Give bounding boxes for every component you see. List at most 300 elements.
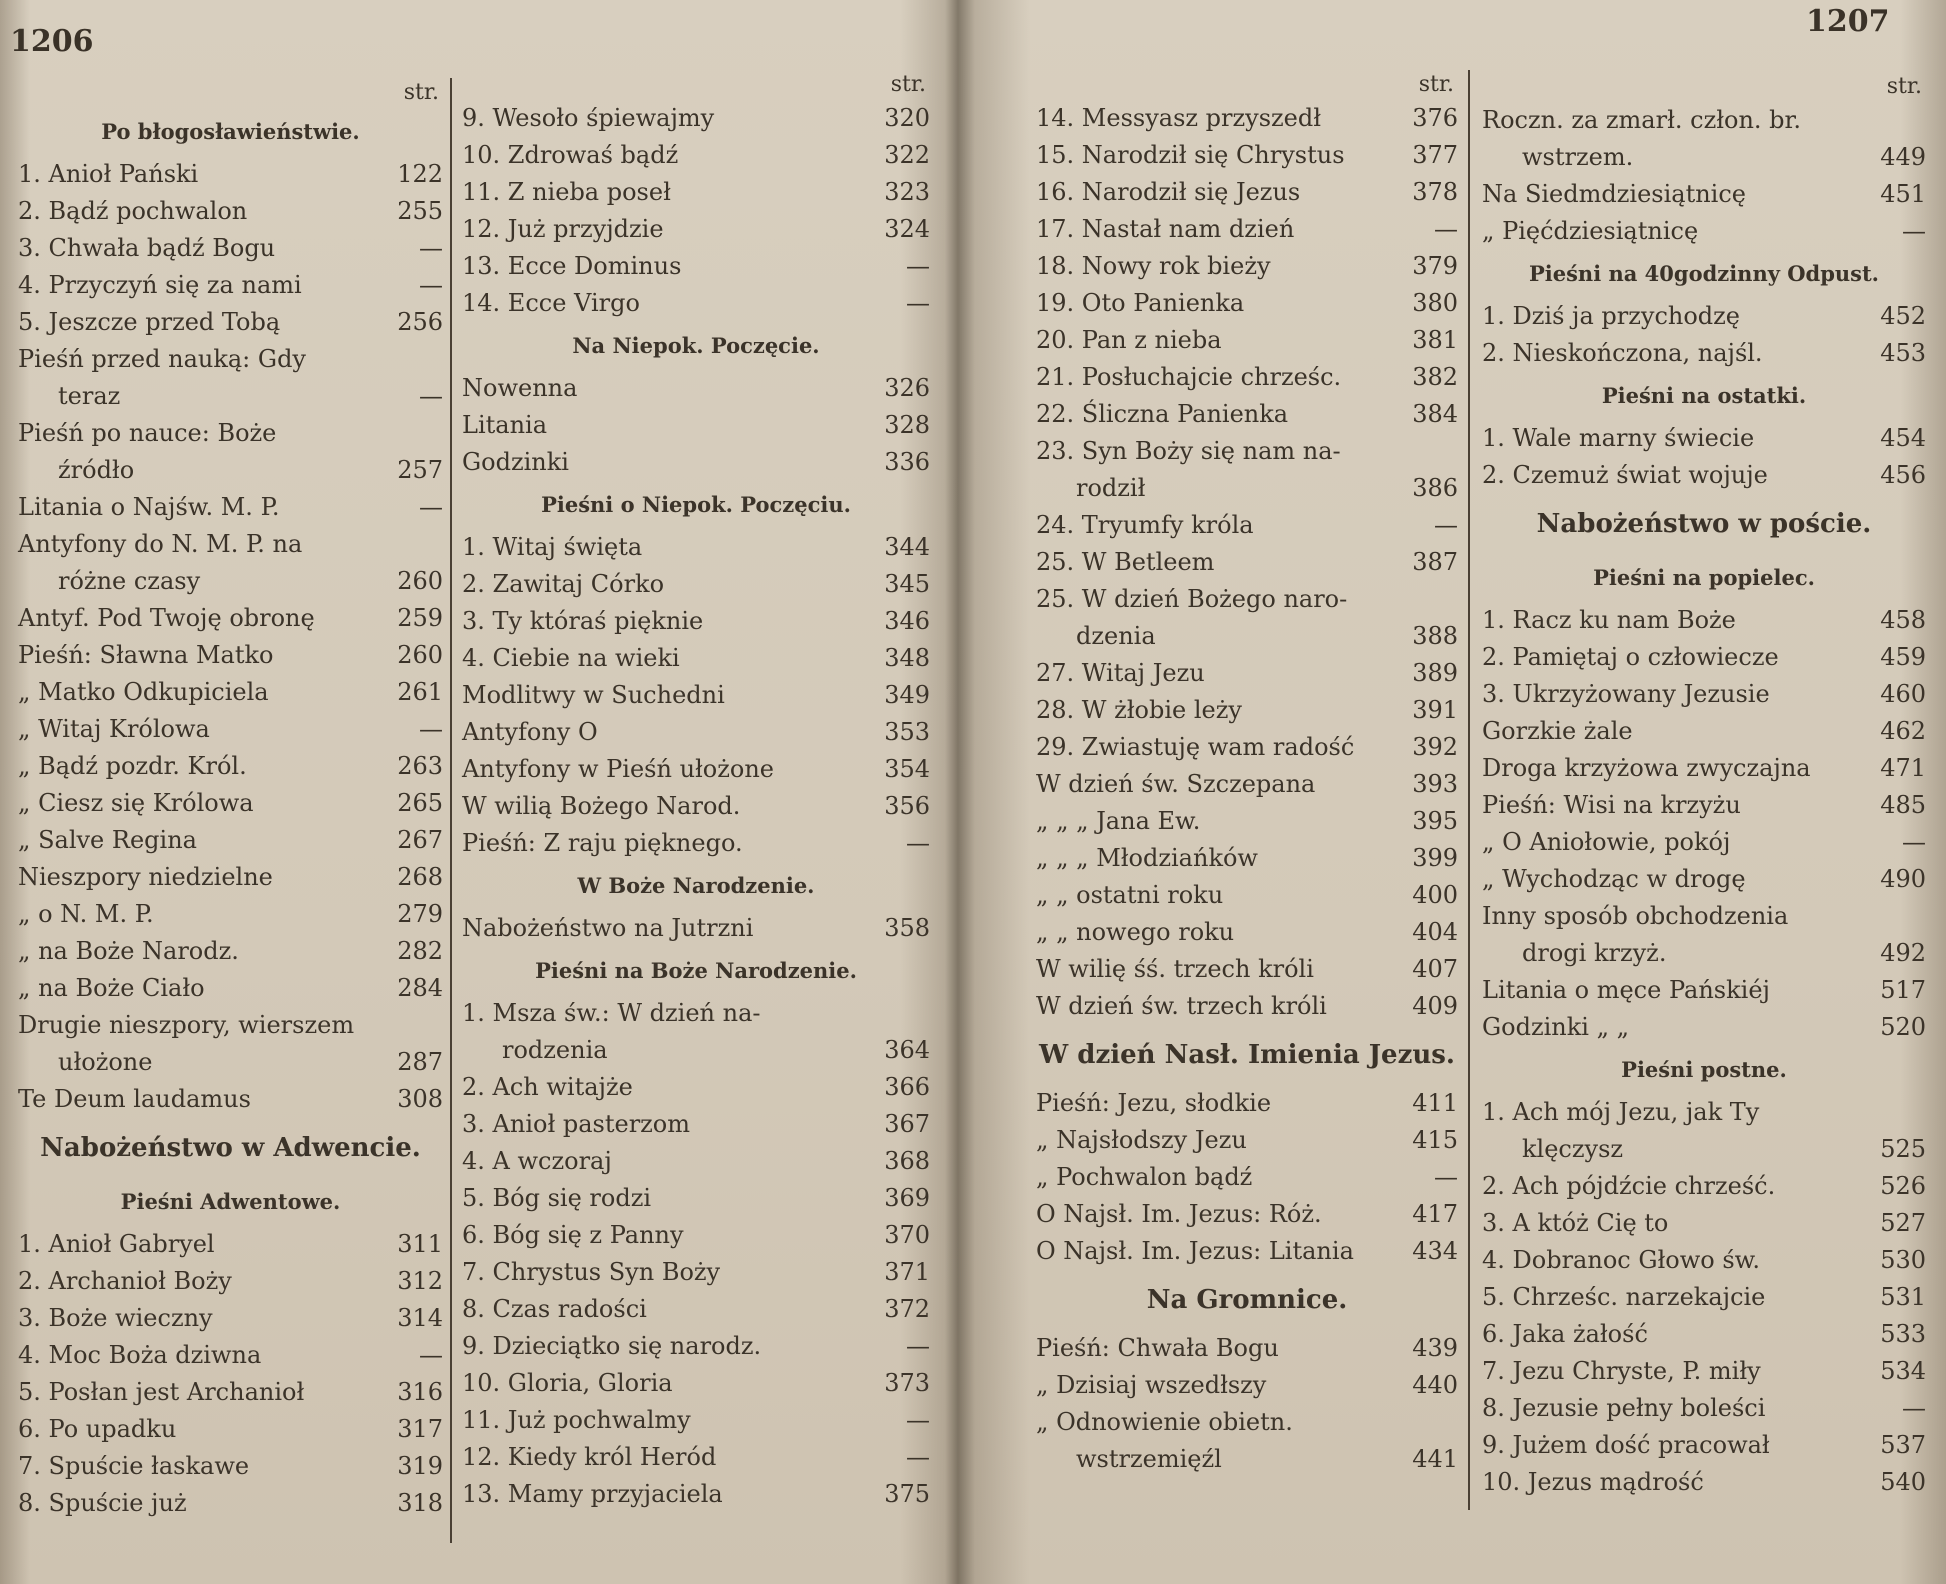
toc-entry: [462, 1106, 930, 1143]
toc-entry: [18, 341, 443, 378]
entry-title: Nieszpory niedzielne: [18, 863, 273, 891]
entry-page-number: 377: [1412, 141, 1458, 169]
dot-leader: [1350, 137, 1397, 174]
toc-entry: [1036, 914, 1458, 951]
toc-entry: [1036, 840, 1458, 877]
entry-title: „ O Aniołowie, pokój: [1482, 828, 1731, 856]
entry-title: Pieśń: Sławna Matko: [18, 641, 274, 669]
dot-leader: [307, 267, 382, 304]
dot-leader: [1628, 1131, 1865, 1168]
entry-title: 4. Przyczyń się za nami: [18, 271, 302, 299]
toc-entry: [18, 230, 443, 267]
toc-entry: [462, 1439, 930, 1476]
entry-page-number: 434: [1412, 1237, 1458, 1265]
toc-entry: [1036, 655, 1458, 692]
entry-title: 16. Narodził się Jezus: [1036, 178, 1301, 206]
entry-page-number: 456: [1880, 461, 1926, 489]
section-heading: Pieśni na Boże Narodzenie.: [535, 958, 857, 983]
entry-title: 3. A któż Cię to: [1482, 1209, 1669, 1237]
dot-leader: [758, 910, 869, 947]
section-heading: Na Niepok. Poczęcie.: [572, 333, 820, 358]
toc-entry: [462, 1143, 930, 1180]
dot-leader: [1775, 1427, 1865, 1464]
toc-entry: [1036, 618, 1458, 655]
entry-title: 6. Po upadku: [18, 1415, 177, 1443]
entry-title: 25. W dzień Bożego naro-: [1036, 585, 1348, 613]
entry-page-number: 323: [884, 178, 930, 206]
entry-page-number: 260: [397, 641, 443, 669]
toc-entry: [462, 1476, 930, 1513]
entry-title: „ Matko Odkupiciela: [18, 678, 269, 706]
dot-leader: [215, 711, 382, 748]
entry-page-number: 537: [1880, 1431, 1926, 1459]
entry-page-number: 525: [1880, 1135, 1926, 1163]
toc-entry: [18, 1081, 443, 1118]
toc-entry: [1036, 581, 1458, 618]
entry-page-number: —: [906, 1443, 930, 1471]
entry-page-number: —: [1902, 828, 1926, 856]
dot-leader: [721, 1439, 869, 1476]
toc-entry: [18, 600, 443, 637]
entry-page-number: 345: [884, 570, 930, 598]
toc-entry: [462, 825, 930, 862]
toc-entry: [18, 1263, 443, 1300]
entry-title: 1. Ach mój Jezu, jak Ty: [1482, 1098, 1760, 1126]
toc-entry: [462, 1365, 930, 1402]
entry-title: O Najsł. Im. Jezus: Litania: [1036, 1237, 1354, 1265]
dot-leader: [1227, 1441, 1397, 1478]
entry-title: 6. Jaka żałość: [1482, 1320, 1648, 1348]
entry-title: wstrzem.: [1522, 143, 1634, 171]
entry-title: „ Bądź pozdr. Król.: [18, 752, 247, 780]
dot-leader: [1271, 1367, 1397, 1404]
dot-leader: [1219, 544, 1397, 581]
entry-title: 9. Jużem dość pracował: [1482, 1431, 1770, 1459]
dot-leader: [252, 748, 382, 785]
toc-entry: [1036, 137, 1458, 174]
entry-title: „ na Boże Ciało: [18, 974, 205, 1002]
toc-entry: [462, 566, 930, 603]
dot-leader: [1161, 618, 1397, 655]
dot-leader: [725, 1254, 869, 1291]
toc-entry: [462, 677, 930, 714]
entry-page-number: 520: [1880, 1013, 1926, 1041]
toc-entry: [1036, 211, 1458, 248]
dot-leader: [1775, 972, 1865, 1009]
entry-page-number: 370: [884, 1221, 930, 1249]
entry-title: 13. Mamy przyjaciela: [462, 1480, 723, 1508]
dot-leader: [683, 137, 869, 174]
toc-entry: [1036, 1122, 1458, 1159]
entry-page-number: 375: [884, 1480, 930, 1508]
dot-leader: [1653, 1316, 1865, 1353]
entry-title: 1. Wale marny świecie: [1482, 424, 1755, 452]
dot-leader: [1638, 713, 1865, 750]
toc-entry: [462, 640, 930, 677]
entry-title: 3. Boże wieczny: [18, 1304, 213, 1332]
entry-title: 14. Ecce Virgo: [462, 289, 640, 317]
entry-title: 8. Spuście już: [18, 1489, 187, 1517]
entry-page-number: —: [419, 382, 443, 410]
entry-title: 9. Wesoło śpiewajmy: [462, 104, 715, 132]
entry-page-number: 356: [884, 792, 930, 820]
dot-leader: [1751, 861, 1865, 898]
entry-title: Na Siedmdziesiątnicę: [1482, 180, 1746, 208]
entry-title: Pieśń: Jezu, słodkie: [1036, 1089, 1272, 1117]
entry-title: 12. Już przyjdzie: [462, 215, 664, 243]
entry-page-number: 400: [1412, 881, 1458, 909]
entry-title: 2. Pamiętaj o człowiecze: [1482, 643, 1779, 671]
toc-column-2: [462, 70, 930, 1513]
dot-leader: [210, 970, 382, 1007]
toc-entry: [1036, 174, 1458, 211]
entry-page-number: 322: [884, 141, 930, 169]
entry-title: 2. Czemuż świat wojuje: [1482, 461, 1768, 489]
entry-page-number: 328: [884, 411, 930, 439]
entry-page-number: 490: [1880, 865, 1926, 893]
entry-page-number: 376: [1412, 104, 1458, 132]
toc-entry: [462, 603, 930, 640]
dot-leader: [1252, 1122, 1397, 1159]
entry-page-number: 353: [884, 718, 930, 746]
dot-leader: [1780, 1168, 1865, 1205]
dot-leader: [266, 1337, 382, 1374]
dot-leader: [1770, 1390, 1865, 1427]
dot-leader: [1247, 692, 1397, 729]
page-column-label: str.: [1418, 72, 1454, 97]
toc-entry: [1036, 322, 1458, 359]
dot-leader: [284, 489, 382, 526]
entry-title: 5. Bóg się rodzi: [462, 1184, 652, 1212]
page-column-label: str.: [1886, 74, 1922, 99]
entry-title: Pieśń przed nauką: Gdy: [18, 345, 306, 373]
dot-leader: [1276, 1085, 1397, 1122]
entry-page-number: 409: [1412, 992, 1458, 1020]
entry-page-number: 381: [1412, 326, 1458, 354]
entry-title: 2. Bądź pochwalon: [18, 197, 248, 225]
entry-page-number: 492: [1880, 939, 1926, 967]
entry-page-number: 526: [1880, 1172, 1926, 1200]
entry-page-number: 349: [884, 681, 930, 709]
section-heading: Po błogosławieństwie.: [101, 119, 360, 144]
toc-entry: [1036, 544, 1458, 581]
dot-leader: [1332, 988, 1397, 1025]
entry-title: 19. Oto Panienka: [1036, 289, 1245, 317]
toc-entry: [462, 1032, 930, 1069]
entry-title: 9. Dzieciątko się narodz.: [462, 1332, 762, 1360]
dot-leader: [1227, 322, 1397, 359]
entry-page-number: 372: [884, 1295, 930, 1323]
entry-page-number: 284: [397, 974, 443, 1002]
toc-entry: [1482, 102, 1926, 139]
toc-entry: [18, 563, 443, 600]
dot-leader: [656, 1180, 869, 1217]
toc-entry: [1482, 898, 1926, 935]
toc-entry: [18, 933, 443, 970]
entry-title: Modlitwy w Suchedni: [462, 681, 725, 709]
dot-leader: [125, 378, 382, 415]
toc-entry: [1036, 766, 1458, 803]
toc-entry: [18, 674, 443, 711]
dot-leader: [695, 1106, 869, 1143]
entry-page-number: 314: [397, 1304, 443, 1332]
entry-page-number: 122: [397, 160, 443, 188]
section-heading: Pieśni na popielec.: [1593, 565, 1815, 590]
toc-entry: [1482, 1242, 1926, 1279]
entry-title: 14. Messyasz przyszedł: [1036, 104, 1322, 132]
toc-entry: [18, 822, 443, 859]
toc-entry: [1482, 1464, 1926, 1501]
entry-page-number: —: [1434, 1163, 1458, 1191]
dot-leader: [1775, 676, 1865, 713]
entry-title: 7. Jezu Chryste, P. miły: [1482, 1357, 1761, 1385]
entry-title: 1. Witaj święta: [462, 533, 643, 561]
entry-page-number: 346: [884, 607, 930, 635]
entry-title: rodzenia: [502, 1036, 608, 1064]
entry-page-number: 364: [884, 1036, 930, 1064]
entry-title: Litania: [462, 411, 548, 439]
entry-page-number: 308: [397, 1085, 443, 1113]
toc-entry: [18, 193, 443, 230]
dot-leader: [1327, 1196, 1397, 1233]
dot-leader: [279, 637, 382, 674]
toc-entry: [462, 910, 930, 947]
toc-entry: [462, 1069, 930, 1106]
dot-leader: [638, 1069, 869, 1106]
entry-title: Antyfony O: [462, 718, 598, 746]
entry-title: 22. Śliczna Panienka: [1036, 400, 1289, 428]
dot-leader: [685, 640, 869, 677]
entry-title: 18. Nowy rok bieży: [1036, 252, 1271, 280]
dot-leader: [1735, 824, 1865, 861]
entry-page-number: 326: [884, 374, 930, 402]
toc-entry: [1036, 803, 1458, 840]
toc-entry: [1036, 470, 1458, 507]
entry-title: 29. Zwiastuję wam radość: [1036, 733, 1355, 761]
entry-title: „ o N. M. P.: [18, 900, 154, 928]
dot-leader: [676, 174, 869, 211]
entry-title: drogi krzyż.: [1522, 939, 1667, 967]
entry-page-number: 453: [1880, 339, 1926, 367]
toc-entry: [462, 137, 930, 174]
section-heading: Pieśni o Niepok. Poczęciu.: [541, 492, 851, 517]
toc-entry: [1036, 396, 1458, 433]
entry-page-number: 366: [884, 1073, 930, 1101]
entry-title: 1. Anioł Pański: [18, 160, 199, 188]
entry-page-number: 459: [1880, 643, 1926, 671]
toc-entry: [1482, 1205, 1926, 1242]
toc-entry: [18, 267, 443, 304]
toc-entry: [1482, 676, 1926, 713]
dot-leader: [1284, 1330, 1397, 1367]
entry-page-number: 265: [397, 789, 443, 817]
dot-leader: [309, 1374, 382, 1411]
toc-entry: [18, 1226, 443, 1263]
entry-title: „ „ „ Młodziańków: [1036, 844, 1258, 872]
entry-title: 5. Posłan jest Archanioł: [18, 1378, 305, 1406]
dot-leader: [617, 1143, 869, 1180]
section-heading: W Boże Narodzenie.: [577, 873, 815, 898]
entry-page-number: 259: [397, 604, 443, 632]
entry-title: Nowenna: [462, 374, 578, 402]
entry-title: wstrzemięźl: [1076, 1445, 1222, 1473]
dot-leader: [157, 1044, 382, 1081]
toc-entry: [1036, 1441, 1458, 1478]
section-heading: Pieśni postne.: [1621, 1057, 1787, 1082]
entry-title: Te Deum laudamus: [18, 1085, 251, 1113]
section-heading: Pieśni na 40godzinny Odpust.: [1528, 261, 1879, 286]
entry-title: Godzinki: [462, 448, 569, 476]
toc-entry: [1482, 750, 1926, 787]
toc-entry: [1482, 1353, 1926, 1390]
section-title: Nabożeństwo w poście.: [1536, 509, 1872, 539]
toc-entry: [18, 1411, 443, 1448]
entry-page-number: 378: [1412, 178, 1458, 206]
entry-page-number: 531: [1880, 1283, 1926, 1311]
entry-page-number: 260: [397, 567, 443, 595]
toc-entry: [1036, 1196, 1458, 1233]
dot-leader: [285, 304, 382, 341]
dot-leader: [1703, 213, 1865, 250]
entry-page-number: —: [1434, 511, 1458, 539]
entry-page-number: 441: [1412, 1445, 1458, 1473]
entry-title: 10. Zdrowaś bądź: [462, 141, 679, 169]
entry-title: „ Odnowienie obietn.: [1036, 1408, 1293, 1436]
dot-leader: [1765, 1242, 1865, 1279]
entry-title: 2. Archanioł Boży: [18, 1267, 232, 1295]
entry-page-number: —: [1434, 215, 1458, 243]
entry-page-number: 316: [397, 1378, 443, 1406]
entry-title: Roczn. za zmarł. człon. br.: [1482, 106, 1801, 134]
dot-leader: [220, 1226, 382, 1263]
entry-title: Litania o męce Pańskiéj: [1482, 976, 1770, 1004]
toc-entry: [1482, 213, 1926, 250]
toc-entry: [18, 1044, 443, 1081]
toc-entry: [462, 370, 930, 407]
entry-page-number: 404: [1412, 918, 1458, 946]
toc-entry: [1482, 1131, 1926, 1168]
entry-title: „ Pochwalon bądź: [1036, 1163, 1253, 1191]
toc-entry: [462, 1254, 930, 1291]
dot-leader: [1259, 507, 1397, 544]
entry-page-number: 312: [397, 1267, 443, 1295]
toc-entry: [18, 748, 443, 785]
toc-entry: [1036, 877, 1458, 914]
dot-leader: [708, 603, 869, 640]
entry-title: Nabożeństwo na Jutrzni: [462, 914, 754, 942]
toc-entry: [18, 526, 443, 563]
toc-column-3: [1036, 70, 1458, 1478]
toc-entry: [1482, 335, 1926, 372]
entry-title: 6. Bóg się z Panny: [462, 1221, 684, 1249]
toc-entry: [1036, 692, 1458, 729]
entry-page-number: —: [419, 234, 443, 262]
toc-entry: [1482, 713, 1926, 750]
dot-leader: [1359, 729, 1397, 766]
dot-leader: [1770, 1279, 1865, 1316]
dot-leader: [203, 156, 382, 193]
entry-page-number: 517: [1880, 976, 1926, 1004]
dot-leader: [574, 444, 869, 481]
entry-page-number: 257: [397, 456, 443, 484]
dot-leader: [202, 822, 382, 859]
dot-leader: [669, 211, 869, 248]
dot-leader: [745, 788, 869, 825]
toc-entry: [18, 896, 443, 933]
dot-leader: [603, 714, 869, 751]
entry-title: Droga krzyżowa zwyczajna: [1482, 754, 1811, 782]
dot-leader: [159, 896, 382, 933]
entry-page-number: 530: [1880, 1246, 1926, 1274]
entry-page-number: —: [1902, 1394, 1926, 1422]
column-divider: [1468, 70, 1470, 1510]
toc-entry: [18, 1007, 443, 1044]
dot-leader: [779, 751, 869, 788]
toc-entry: [1482, 457, 1926, 494]
entry-page-number: —: [906, 1406, 930, 1434]
entry-page-number: 319: [397, 1452, 443, 1480]
toc-entry: [1036, 285, 1458, 322]
section-title: Na Gromnice.: [1146, 1285, 1348, 1315]
entry-page-number: 348: [884, 644, 930, 672]
entry-title: 5. Chrześc. narzekajcie: [1482, 1283, 1766, 1311]
dot-leader: [652, 1291, 869, 1328]
entry-title: 3. Chwała bądź Bogu: [18, 234, 276, 262]
entry-title: „ Ciesz się Królowa: [18, 789, 254, 817]
toc-entry: [18, 785, 443, 822]
entry-title: źródło: [58, 456, 135, 484]
entry-title: „ „ ostatni roku: [1036, 881, 1224, 909]
dot-leader: [280, 230, 382, 267]
dot-leader: [1673, 1205, 1865, 1242]
toc-entry: [18, 711, 443, 748]
dot-leader: [686, 248, 869, 285]
toc-entry: [18, 1448, 443, 1485]
toc-entry: [18, 1337, 443, 1374]
entry-title: „ „ „ Jana Ew.: [1036, 807, 1201, 835]
dot-leader: [613, 1032, 869, 1069]
toc-entry: [1036, 248, 1458, 285]
entry-title: 8. Czas radości: [462, 1295, 647, 1323]
entry-title: Antyfony do N. M. P. na: [18, 530, 303, 558]
dot-leader: [1257, 1159, 1397, 1196]
dot-leader: [1210, 655, 1397, 692]
entry-page-number: 255: [397, 197, 443, 225]
entry-page-number: 358: [884, 914, 930, 942]
entry-title: 1. Dziś ja przychodzę: [1482, 302, 1741, 330]
dot-leader: [1759, 420, 1865, 457]
toc-entry: [1482, 1094, 1926, 1131]
entry-page-number: 317: [397, 1415, 443, 1443]
entry-page-number: 386: [1412, 474, 1458, 502]
entry-title: „ Wychodząc w drogę: [1482, 865, 1746, 893]
toc-entry: [462, 100, 930, 137]
toc-entry: [18, 489, 443, 526]
entry-title: ułożone: [58, 1048, 153, 1076]
entry-page-number: 460: [1880, 680, 1926, 708]
dot-leader: [205, 563, 382, 600]
dot-leader: [719, 100, 869, 137]
toc-entry: [1036, 729, 1458, 766]
dot-leader: [1293, 396, 1397, 433]
entry-page-number: 268: [397, 863, 443, 891]
entry-page-number: —: [906, 1332, 930, 1360]
entry-page-number: 454: [1880, 424, 1926, 452]
toc-entry: [1482, 787, 1926, 824]
entry-page-number: 395: [1412, 807, 1458, 835]
entry-title: W wilią Bożego Narod.: [462, 792, 741, 820]
entry-title: 7. Chrystus Syn Boży: [462, 1258, 721, 1286]
